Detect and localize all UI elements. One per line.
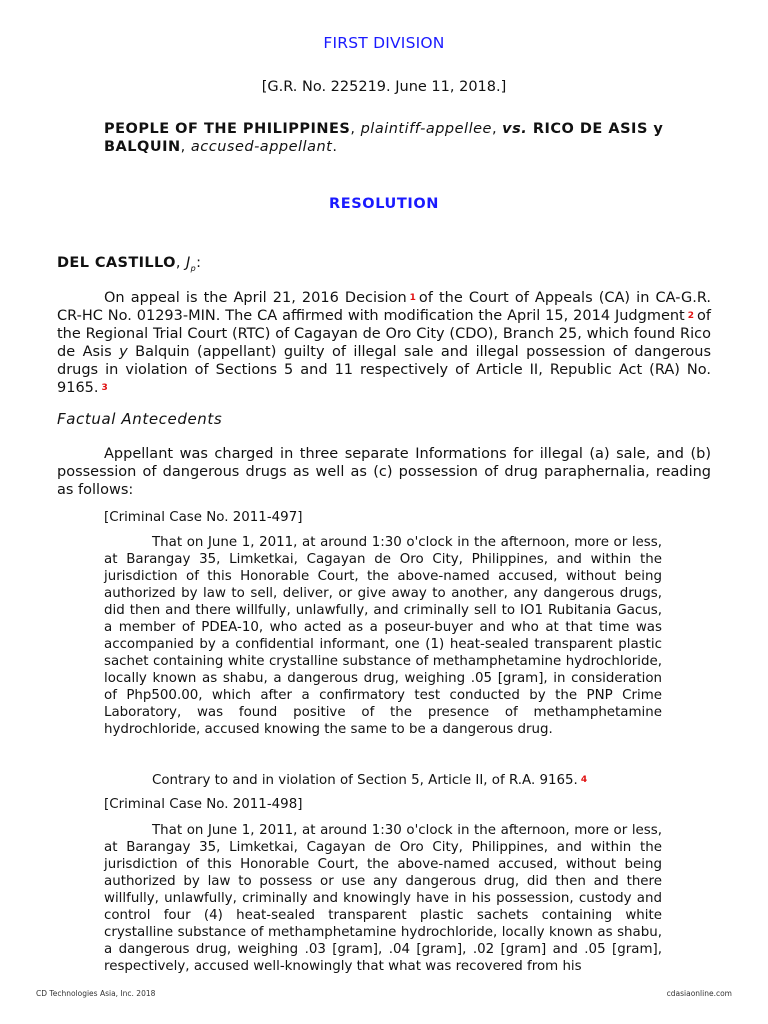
- information-body: That on June 1, 2011, at around 1:30 o'clock in the afternoon, more or less, at Barangay 35, Limketkai, Cagayan de Oro City, Philippines, and within the jurisdiction of this Honorable Court, the above-named accused, without being authorized by law to sell, deliver, or give away to another, any dangerous drugs, did then and there willfully, unlawfully, and criminally sell to IO1 Rubitania Gacus, a member of PDEA-10, who acted as a poseur-buyer and who at that time was accompanied by a confidential informant, one (1) heat-sealed transparent plastic sachet containing white crystalline substance of methamphetamine hydrochloride, locally known as shabu, a dangerous drug, weighing .05 [gram], in consideration of Php500.00, which after a confirmatory test conducted by the PNP Crime Laboratory, was found positive of the presence of methamphetamine hydrochloride, accused knowing the same to be a dangerous drug.: [104, 535, 662, 737]
- intro-text: of the Court of Appeals (CA) in CA-G.R. CR-HC No. 01293-MIN. The CA affirmed with modification the April 15, 2014 Judgment: [57, 290, 711, 324]
- party-accused: RICO DE ASIS y BALQUIN: [104, 121, 664, 155]
- role-accused: accused-appellant: [190, 139, 333, 155]
- intro-text: Balquin (appellant) guilty of illegal sale and illegal possession of dangerous drugs in violation of Sections 5 and 11 respectively of Article II, Republic Act (RA) No. 9165.: [57, 344, 711, 396]
- case-number: [G.R. No. 225219. June 11, 2018.]: [261, 79, 507, 95]
- ponente: [57, 255, 201, 273]
- caption-sep: ,: [491, 121, 503, 137]
- information-text: [104, 822, 662, 975]
- party-plaintiff: PEOPLE OF THE PHILIPPINES: [104, 121, 351, 137]
- footer-site: cdasiaonline.com: [666, 989, 732, 998]
- section-heading: Factual Antecedents: [57, 410, 223, 428]
- footnote-link[interactable]: 4: [580, 775, 588, 785]
- footnote-link[interactable]: 2: [687, 311, 695, 321]
- versus: vs.: [502, 121, 528, 137]
- intro-text: of the Regional Trial Court (RTC) of Cagayan de Oro City (CDO), Branch 25, which found Rico de Asis: [57, 308, 711, 360]
- caption-sep: ,: [180, 139, 191, 155]
- ponente-name: DEL CASTILLO: [57, 255, 176, 271]
- contrary-clause: [152, 773, 590, 788]
- ponente-colon: :: [196, 255, 202, 271]
- document-type: RESOLUTION: [328, 196, 440, 212]
- criminal-case-label: [Criminal Case No. 2011-497]: [104, 510, 303, 525]
- contrary-text: Contrary to and in violation of Section 5, Article II, of R.A. 9165.: [152, 773, 578, 788]
- criminal-case-label: [Criminal Case No. 2011-498]: [104, 797, 303, 812]
- footnote-link[interactable]: 1: [409, 293, 416, 303]
- ponente-title: [186, 255, 196, 271]
- information-body: That on June 1, 2011, at around 1:30 o'clock in the afternoon, more or less, at Barangay 35, Limketkai, Cagayan de Oro City, Philippines, and within the jurisdiction of this Honorable Court, the above-named accused, without being authorized by law to possess or use any dangerous drug, did then and there willfully, unlawfully, criminally and knowingly have in his possession, custody and control four (4) heat-sealed transparent plastic sachets containing white crystalline substance of methamphetamine hydrochloride, locally known as shabu, a dangerous drug, weighing .03 [gram], .04 [gram], .02 [gram] and .05 [gram], respectively, accused well-knowingly that what was recovered from his: [104, 823, 662, 974]
- intro-text: y: [111, 344, 136, 360]
- judge-sub: p: [190, 263, 197, 273]
- caption-end: .: [332, 139, 338, 155]
- footer-copyright: CD Technologies Asia, Inc. 2018: [36, 989, 156, 998]
- intro-text: On appeal is the April 21, 2016 Decision: [104, 290, 407, 306]
- role-plaintiff: plaintiff-appellee: [360, 121, 492, 137]
- division-title: FIRST DIVISION: [323, 34, 445, 52]
- judge-letter: J: [185, 255, 191, 271]
- antecedents-paragraph: [57, 445, 711, 499]
- information-text: [104, 534, 662, 738]
- caption-sep: ,: [350, 121, 361, 137]
- footnote-link[interactable]: 3: [101, 383, 108, 393]
- antecedents-text: Appellant was charged in three separate Informations for illegal (a) sale, and (b) possession of dangerous drugs as well as (c) possession of drug paraphernalia, reading as follows:: [57, 446, 711, 498]
- intro-paragraph: [57, 289, 711, 397]
- case-caption: [104, 120, 714, 156]
- ponente-sep: ,: [175, 255, 186, 271]
